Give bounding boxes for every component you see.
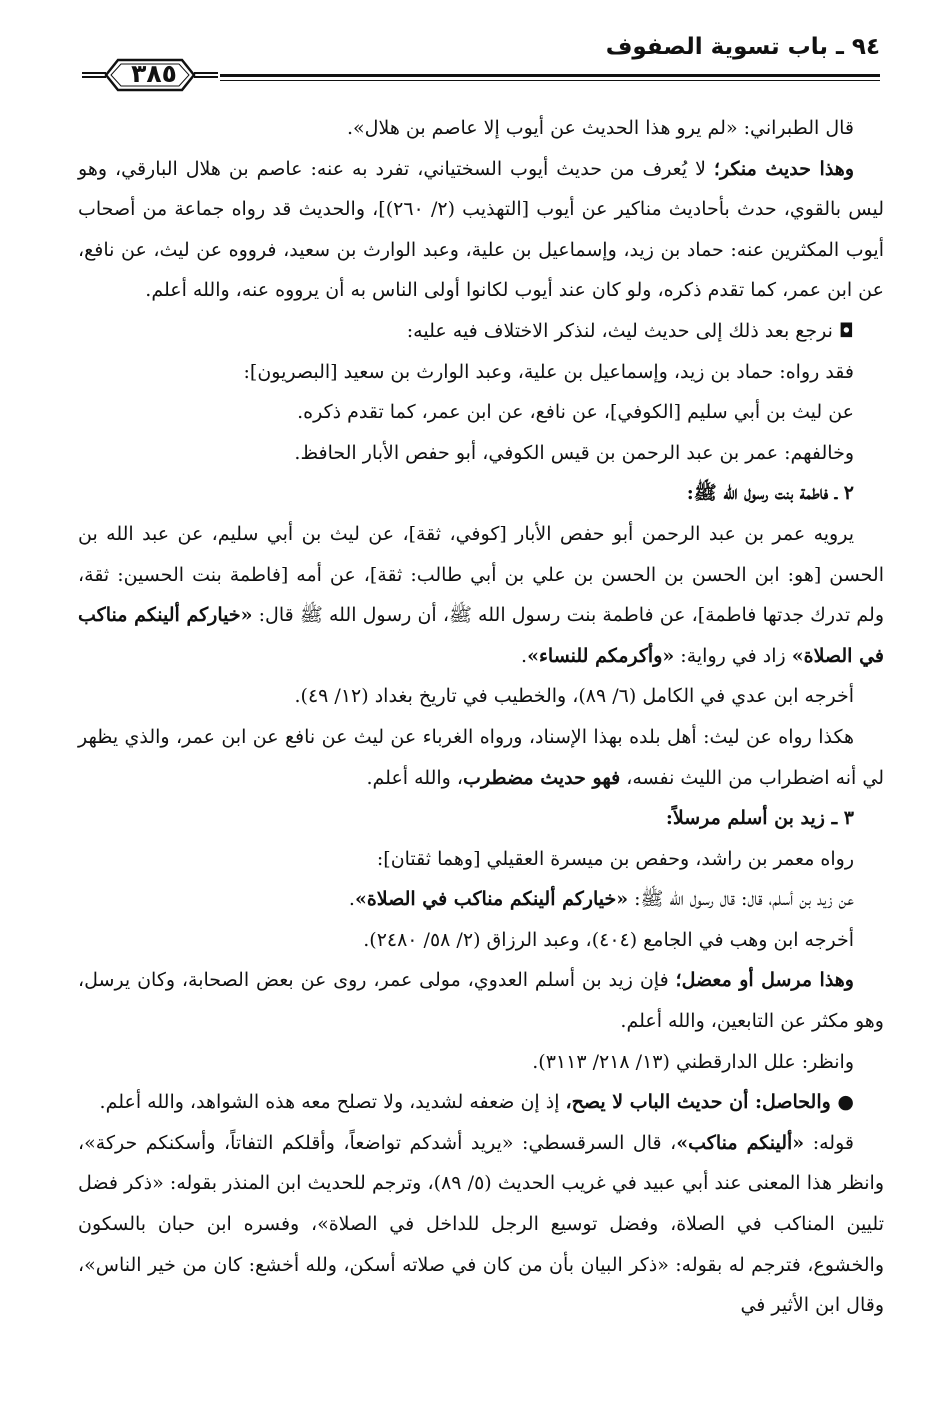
paragraph: [78, 676, 884, 717]
bold-text: ٣ ـ زيد بن أسلم مرسلاً:: [665, 807, 854, 830]
paragraph: [78, 433, 884, 474]
paragraph: [78, 473, 884, 514]
paragraph: [78, 960, 884, 1041]
paragraph: [78, 352, 884, 393]
paragraph: [78, 839, 884, 880]
paragraph: [78, 149, 884, 311]
text-run: .: [521, 644, 528, 667]
text-run: ، قال السرقسطي: «يريد أشدكم تواضعاً، وأقلكم التفاتاً، وأسكنكم حركة»، وانظر هذا المعنى عند أبي عبيد في غريب الحديث (٥/ ٨٩)، وترجم للحديث ابن المنذر بقوله: «ذكر فضل تليين المناكب في الصلاة، وفضل توسيع الرجل للداخل في الصلاة»، وفسره ابن حبان بالسكون والخشوع، فترجم له بقوله: «ذكر البيان بأن من كان في صلاته أسكن، ولله أخشع: كان من خير الناس»، وقال ابن الأثير في: [78, 1131, 884, 1317]
paragraph: [78, 392, 884, 433]
bold-text: ٢ ـ فاطمة بنت رسول الله ﷺ:: [686, 482, 854, 505]
paragraph: [78, 311, 884, 352]
paragraph: [78, 920, 884, 961]
text-run: زاد في رواية:: [674, 644, 792, 667]
text-run: ، والله أعلم.: [366, 766, 463, 789]
text-run: رواه معمر بن راشد، وحفص بن ميسرة العقيلي [وهما ثقتان]:: [376, 847, 854, 870]
paragraph: [78, 1042, 884, 1083]
bold-text: «خياركم ألينكم مناكب في الصلاة»: [354, 888, 629, 911]
page-header: [80, 30, 880, 100]
text-run: عن ليث بن أبي سليم [الكوفي]، عن نافع، عن ابن عمر، كما تقدم ذكره.: [297, 401, 854, 424]
bold-text: وهذا حديث منكر؛: [713, 157, 854, 180]
text-run: وانظر: علل الدارقطني (١٣/ ٢١٨/ ٣١١٣).: [532, 1050, 854, 1073]
text-run: لا يُعرف من حديث أيوب السختياني، تفرد به عنه: عاصم بن هلال البارقي، وهو ليس بالقوي، حدث بأحاديث مناكير عن أيوب [التهذيب (٢/ ٢٦٠)]، والحديث قد رواه جماعة من أصحاب أيوب المكثرين عنه: حماد بن زيد، وإسماعيل بن علية، وعبد الوارث بن سعيد، فرووه عن ليث، عن نافع، عن ابن عمر، كما تقدم ذكره، ولو كان عند أيوب لكانوا أولى الناس به أن يرووه عنه، والله أعلم.: [78, 157, 885, 302]
text-run: قال الطبراني: «لم يرو هذا الحديث عن أيوب إلا عاصم بن هلال».: [347, 117, 854, 139]
text-run: إذ إن ضعفه لشديد، ولا تصلح معه هذه الشواهد، والله أعلم.: [99, 1091, 566, 1114]
text-run: فقد رواه: حماد بن زيد، وإسماعيل بن علية، وعبد الوارث بن سعيد [البصريون]:: [243, 360, 854, 383]
page-body: [78, 108, 884, 1326]
text-run: يرويه عمر بن عبد الرحمن أبو حفص الأبار [كوفي، ثقة]، عن ليث بن أبي سليم، عن عبد الله بن الحسن [هو: ابن الحسن بن الحسن بن علي بن أبي طالب: ثقة]، عن أمه [فاطمة بنت الحسين: ثقة، ولم تدرك جدتها فاطمة]، عن فاطمة بنت رسول الله ﷺ، أن رسول الله ﷺ قال:: [78, 522, 885, 627]
text-run: أخرجه ابن عدي في الكامل (٦/ ٨٩)، والخطيب في تاريخ بغداد (١٢/ ٤٩).: [294, 685, 854, 708]
paragraph: [78, 514, 884, 676]
text-run: فإن زيد بن أسلم العدوي، مولى عمر، روى عن بعض الصحابة، وكان يرسل، وهو مكثر عن التابعين، والله أعلم.: [78, 969, 884, 1033]
paragraph: [78, 1123, 884, 1326]
header-rule-thin: [220, 80, 880, 81]
paragraph: [78, 108, 884, 149]
text-run: عن زيد بن أسلم، قال: قال رسول الله ﷺ:: [628, 888, 854, 911]
page-number-frame: [80, 56, 220, 96]
bold-text: «وأكرمكم للنساء»: [527, 644, 675, 667]
paragraph: [78, 717, 884, 798]
bold-text: وهذا مرسل أو معضل؛: [675, 969, 854, 992]
page-number: ٣٨٥: [131, 59, 177, 88]
text-run: ◘ نرجع بعد ذلك إلى حديث ليث، لنذكر الاختلاف فيه عليه:: [406, 319, 854, 342]
bold-text: «ألينكم مناكب»: [676, 1131, 805, 1154]
text-run: .: [348, 888, 355, 911]
text-run: قوله:: [804, 1131, 854, 1154]
paragraph: [78, 798, 884, 839]
paragraph: [78, 879, 884, 920]
paragraph: [78, 1082, 884, 1123]
bold-text: فهو حديث مضطرب: [463, 766, 621, 789]
bold-text: «خياركم ألينكم مناكب في الصلاة»: [78, 604, 884, 667]
text-run: أخرجه ابن وهب في الجامع (٤٠٤)، وعبد الرزاق (٢/ ٥٨/ ٢٤٨٠).: [363, 928, 854, 951]
bold-text: ● والحاصل: أن حديث الباب لا يصح،: [565, 1091, 854, 1114]
chapter-title: ٩٤ ـ باب تسوية الصفوف: [605, 34, 880, 60]
text-run: هكذا رواه عن ليث: أهل بلده بهذا الإسناد، ورواه الغرباء عن ليث عن نافع عن ابن عمر، والذي يظهر لي أنه اضطراب من الليث نفسه،: [78, 725, 884, 789]
text-run: وخالفهم: عمر بن عبد الرحمن بن قيس الكوفي، أبو حفص الأبار الحافظ.: [294, 441, 854, 464]
